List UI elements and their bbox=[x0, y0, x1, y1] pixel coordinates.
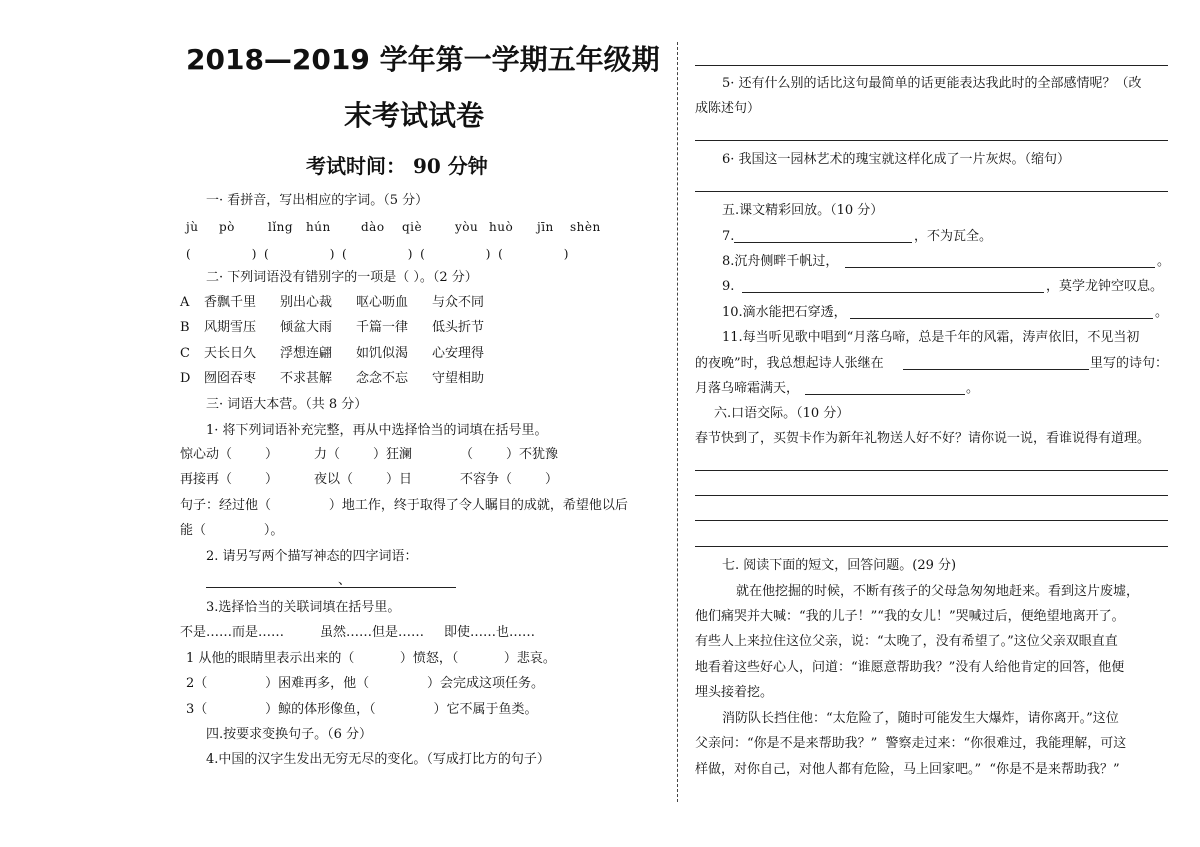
pinyin: lǐng bbox=[268, 220, 294, 234]
pinyin-answer-brackets: ( ) ( ) ( ) ( ) ( ) bbox=[186, 247, 569, 261]
pinyin: dào bbox=[361, 220, 385, 234]
passage-line: 父亲问：“你是不是来帮助我？” 警察走过来：“你很难过，我能理解，可这 bbox=[695, 736, 1127, 751]
fill-word: 惊心动（ ） bbox=[180, 447, 279, 462]
answer-line[interactable] bbox=[206, 587, 456, 588]
option-word: 香飘千里 bbox=[204, 295, 257, 310]
answer-line[interactable] bbox=[695, 495, 1168, 496]
option-word: 心安理得 bbox=[432, 346, 485, 361]
q5-9-tail: ，莫学龙钟空叹息。 bbox=[1046, 279, 1164, 294]
answer-line[interactable] bbox=[695, 470, 1168, 471]
pinyin: qiè bbox=[402, 220, 423, 234]
fill-blank[interactable] bbox=[845, 267, 1155, 268]
conjunction-option: 不是……而是…… bbox=[180, 625, 285, 640]
option-word: 浮想连翩 bbox=[280, 346, 333, 361]
fill-word: 夜以（ ）日 bbox=[314, 472, 413, 487]
option-word: 念念不忘 bbox=[356, 371, 409, 386]
q3-3-sentence2: 2（ ）困难再多，他（ ）会完成这项任务。 bbox=[186, 676, 544, 691]
q5-11-line3-pre: 月落乌啼霜满天， bbox=[695, 381, 800, 396]
q6-text: 春节快到了，买贺卡作为新年礼物送人好不好？请你说一说，看谁说得有道理。 bbox=[695, 431, 1151, 446]
fill-blank[interactable] bbox=[850, 318, 1153, 319]
pinyin: jù bbox=[186, 220, 199, 234]
exam-title-line2: 末考试试卷 bbox=[344, 99, 485, 132]
column-divider bbox=[677, 42, 678, 802]
conjunction-option: 即使……也…… bbox=[444, 625, 536, 640]
q5-8-tail: 。 bbox=[1157, 254, 1171, 269]
option-label: D bbox=[180, 371, 191, 386]
option-word: 守望相助 bbox=[432, 371, 485, 386]
q3-2-instruction: 2. 请另写两个描写神态的四字词语： bbox=[206, 549, 418, 564]
q5-11-line3-post: 。 bbox=[966, 381, 980, 396]
q5-11-line2-post: 里写的诗句： bbox=[1090, 356, 1169, 371]
q5-10-label: 10.滴水能把石穿透， bbox=[722, 305, 847, 320]
answer-line[interactable] bbox=[695, 191, 1168, 192]
q4-5-line2: 成陈述句） bbox=[695, 101, 761, 116]
option-word: 囫囵吞枣 bbox=[204, 371, 257, 386]
q7-title: 七. 阅读下面的短文，回答问题。(29 分) bbox=[722, 558, 957, 573]
q3-sentence-line2: 能（ ）。 bbox=[180, 523, 284, 538]
option-a bbox=[180, 295, 484, 311]
answer-line[interactable] bbox=[695, 520, 1168, 521]
q5-8-label: 8.沉舟侧畔千帆过， bbox=[722, 254, 839, 269]
option-word: 倾盆大雨 bbox=[280, 320, 333, 335]
option-word: 与众不同 bbox=[432, 295, 485, 310]
pinyin: yòu bbox=[455, 220, 479, 234]
pinyin: hún bbox=[306, 220, 331, 234]
q3-3-sentence3: 3（ ）鲸的体形像鱼，（ ）它不属于鱼类。 bbox=[186, 702, 538, 717]
option-word: 千篇一律 bbox=[356, 320, 409, 335]
q5-title: 五.课文精彩回放。（10 分） bbox=[722, 203, 884, 218]
q3-row1 bbox=[180, 447, 558, 463]
option-word: 天长日久 bbox=[204, 346, 257, 361]
option-word: 风期雪压 bbox=[204, 320, 257, 335]
fill-word: 力（ ）狂澜 bbox=[314, 447, 413, 462]
exam-title-line1: 2018—2019 学年第一学期五年级期 bbox=[186, 43, 660, 76]
fill-word: 再接再（ ） bbox=[180, 472, 279, 487]
answer-line[interactable] bbox=[695, 65, 1168, 66]
q5-10-tail: 。 bbox=[1155, 305, 1169, 320]
exam-time: 考试时间： 90 分钟 bbox=[306, 154, 488, 178]
q5-9-label: 9. bbox=[722, 279, 735, 294]
option-c bbox=[180, 346, 484, 362]
fill-word: （ ）不犹豫 bbox=[460, 447, 559, 462]
separator: 、 bbox=[338, 573, 352, 588]
q2-title: 二· 下列词语没有错别字的一项是（ ）。（2 分） bbox=[206, 270, 478, 285]
passage-line: 地看着这些好心人，问道：“谁愿意帮助我？”没有人给他肯定的回答，他便 bbox=[695, 660, 1125, 675]
q4-5-line1: 5· 还有什么别的话比这句最简单的话更能表达我此时的全部感情呢？（改 bbox=[722, 76, 1142, 91]
fill-blank[interactable] bbox=[805, 394, 965, 395]
option-word: 如饥似渴 bbox=[356, 346, 409, 361]
q1-title: 一· 看拼音，写出相应的字词。（5 分） bbox=[206, 193, 429, 208]
option-word: 低头折节 bbox=[432, 320, 485, 335]
option-word: 呕心呖血 bbox=[356, 295, 409, 310]
q5-11-line1: 11.每当听见歌中唱到“月落乌啼，总是千年的风霜，涛声依旧，不见当初 bbox=[722, 330, 1140, 345]
q3-3-instruction: 3.选择恰当的关联词填在括号里。 bbox=[206, 600, 401, 615]
option-label: C bbox=[180, 346, 190, 361]
option-word: 不求甚解 bbox=[280, 371, 333, 386]
pinyin: huò bbox=[489, 220, 514, 234]
pinyin: jīn bbox=[537, 220, 554, 234]
q3-3-sentence1: 1 从他的眼睛里表示出来的（ ）愤怒，（ ）悲哀。 bbox=[186, 651, 556, 666]
option-label: A bbox=[180, 295, 190, 310]
q5-7-label: 7. bbox=[722, 229, 735, 244]
fill-word: 不容争（ ） bbox=[460, 472, 559, 487]
q3-sentence-line1: 句子：经过他（ ）地工作，终于取得了令人瞩目的成就，希望他以后 bbox=[180, 498, 628, 513]
option-word: 别出心裁 bbox=[280, 295, 333, 310]
passage-line: 样做，对你自己，对他人都有危险，马上回家吧。” “你是不是来帮助我？” bbox=[695, 762, 1120, 777]
passage-line: 有些人上来拉住这位父亲，说：“太晚了，没有希望了。”这位父亲双眼直直 bbox=[695, 634, 1118, 649]
fill-blank[interactable] bbox=[734, 242, 912, 243]
answer-line[interactable] bbox=[695, 140, 1168, 141]
option-d bbox=[180, 371, 484, 387]
q3-3-options bbox=[180, 625, 535, 641]
q3-1-instruction: 1· 将下列词语补充完整，再从中选择恰当的词填在括号里。 bbox=[206, 423, 548, 438]
q4-title: 四.按要求变换句子。（6 分） bbox=[206, 727, 373, 742]
q6-title: 六.口语交际。（10 分） bbox=[714, 406, 850, 421]
passage-line: 他们痛哭并大喊：“我的儿子！”“我的女儿！”哭喊过后，便绝望地离开了。 bbox=[695, 609, 1125, 624]
option-label: B bbox=[180, 320, 190, 335]
q4-6: 6· 我国这一园林艺术的瑰宝就这样化成了一片灰烬。（缩句） bbox=[722, 152, 1071, 167]
q4-1: 4.中国的汉字生发出无穷无尽的变化。（写成打比方的句子） bbox=[206, 752, 550, 767]
q3-title: 三· 词语大本营。（共 8 分） bbox=[206, 397, 368, 412]
pinyin: pò bbox=[219, 220, 235, 234]
passage-line: 就在他挖掘的时候，不断有孩子的父母急匆匆地赶来。看到这片废墟， bbox=[736, 584, 1140, 599]
conjunction-option: 虽然……但是…… bbox=[320, 625, 425, 640]
q5-11-line2-pre: 的夜晚”时，我总想起诗人张继在 bbox=[695, 356, 884, 371]
q5-7-tail: ，不为瓦全。 bbox=[914, 229, 993, 244]
passage-line: 消防队长挡住他：“太危险了，随时可能发生大爆炸，请你离开。”这位 bbox=[722, 711, 1119, 726]
fill-blank[interactable] bbox=[903, 369, 1089, 370]
pinyin: shèn bbox=[570, 220, 601, 234]
fill-blank[interactable] bbox=[742, 292, 1044, 293]
q3-row2 bbox=[180, 472, 558, 488]
option-b bbox=[180, 320, 484, 336]
passage-line: 埋头接着挖。 bbox=[695, 685, 774, 700]
answer-line[interactable] bbox=[695, 546, 1168, 547]
